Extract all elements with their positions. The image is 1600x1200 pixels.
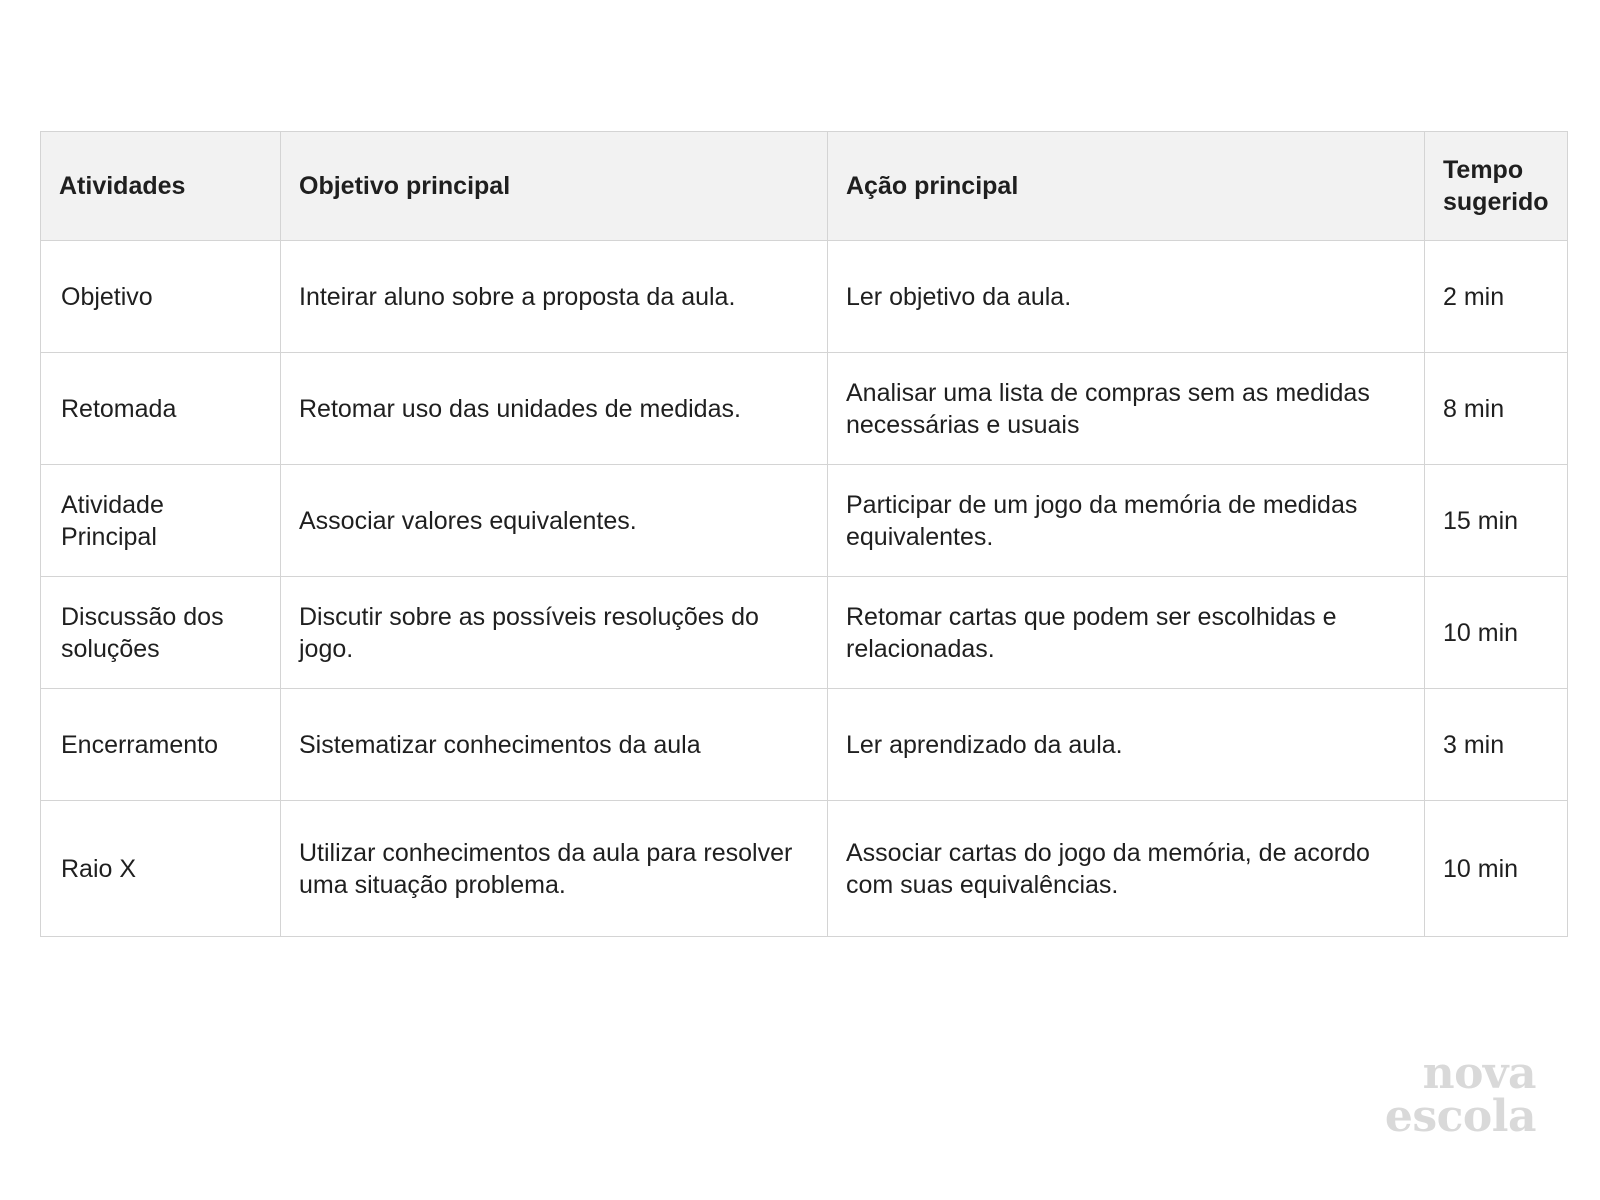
cell-action: Analisar uma lista de compras sem as medidas necessárias e usuais <box>828 353 1425 465</box>
table-row <box>41 241 1568 353</box>
cell-time: 15 min <box>1425 465 1568 577</box>
column-header-objective: Objetivo principal <box>281 132 828 241</box>
activities-table-container <box>40 131 1567 937</box>
column-header-time-line2: sugerido <box>1443 188 1549 216</box>
cell-time: 8 min <box>1425 353 1568 465</box>
cell-objective: Inteirar aluno sobre a proposta da aula. <box>281 241 828 353</box>
logo-line-nova: nova <box>1422 1047 1536 1099</box>
cell-time: 2 min <box>1425 241 1568 353</box>
column-header-action: Ação principal <box>828 132 1425 241</box>
cell-time: 10 min <box>1425 577 1568 689</box>
cell-activity: Retomada <box>41 353 281 465</box>
column-header-activities: Atividades <box>41 132 281 241</box>
cell-time: 10 min <box>1425 801 1568 937</box>
cell-objective: Utilizar conhecimentos da aula para resolver uma situação problema. <box>281 801 828 937</box>
cell-objective: Retomar uso das unidades de medidas. <box>281 353 828 465</box>
column-header-time-line1: Tempo <box>1443 156 1524 184</box>
logo-line-escola: escola <box>1384 1090 1536 1142</box>
table-row <box>41 465 1568 577</box>
table-row <box>41 577 1568 689</box>
table-row <box>41 689 1568 801</box>
cell-action: Ler aprendizado da aula. <box>828 689 1425 801</box>
table-body <box>41 241 1568 937</box>
cell-objective: Discutir sobre as possíveis resoluções do jogo. <box>281 577 828 689</box>
cell-activity: Raio X <box>41 801 281 937</box>
cell-action: Participar de um jogo da memória de medidas equivalentes. <box>828 465 1425 577</box>
cell-activity: Encerramento <box>41 689 281 801</box>
table-row <box>41 353 1568 465</box>
cell-objective: Associar valores equivalentes. <box>281 465 828 577</box>
table-row <box>41 801 1568 937</box>
cell-time: 3 min <box>1425 689 1568 801</box>
column-header-time <box>1425 132 1568 241</box>
cell-objective: Sistematizar conhecimentos da aula <box>281 689 828 801</box>
activities-table <box>40 131 1568 937</box>
cell-action: Retomar cartas que podem ser escolhidas e relacionadas. <box>828 577 1425 689</box>
table-header-row <box>41 132 1568 241</box>
cell-activity: Discussão dos soluções <box>41 577 281 689</box>
nova-escola-logo <box>1384 1047 1536 1142</box>
cell-action: Associar cartas do jogo da memória, de acordo com suas equivalências. <box>828 801 1425 937</box>
cell-activity: Atividade Principal <box>41 465 281 577</box>
table-header <box>41 132 1568 241</box>
cell-activity: Objetivo <box>41 241 281 353</box>
cell-action: Ler objetivo da aula. <box>828 241 1425 353</box>
